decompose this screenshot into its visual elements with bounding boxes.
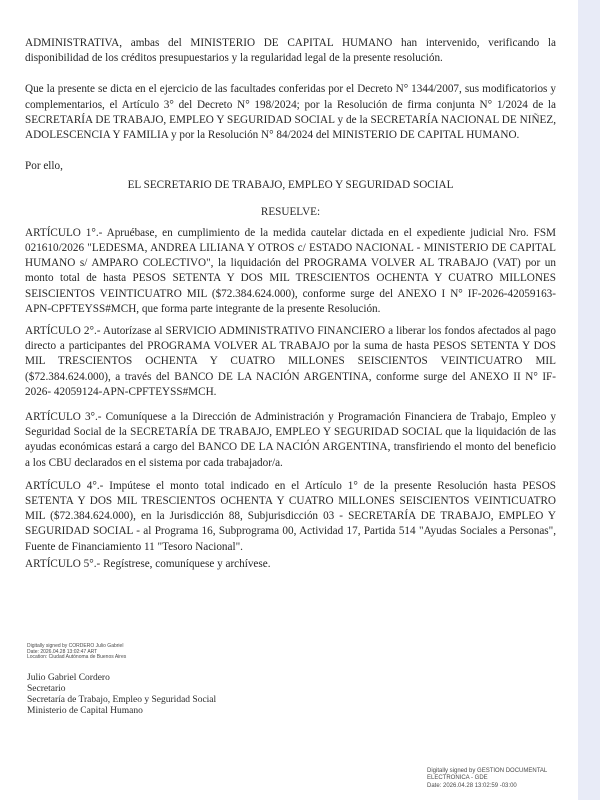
por-ello-line: Por ello, [25,160,63,173]
signature-stamp-gde [427,768,547,790]
stamp-location: Location: Ciudad Autónoma de Buenos Aires [27,654,127,660]
signer-org-ministerio: Ministerio de Capital Humano [27,705,143,716]
article-5: ARTÍCULO 5°.- Regístrese, comuníquese y archívese. [25,557,271,570]
gde-stamp-signed-by: Digitally signed by GESTION DOCUMENTAL [427,768,548,774]
article-3: ARTÍCULO 3°.- Comuníquese a la Dirección de Administración y Programación Financiera de Trabajo, Empleo y Seguridad Social de la SECRETARÍA DE TRABAJO, EMPLEO Y SEGURIDAD SOCIAL que la liquidación de las ayudas económicas estará a cargo del BANCO DE LA NACIÓN ARGENTINA, transfiriendo el monto del beneficio a los CBU declarados en el sistema por cada trabajador/a. [25,411,556,469]
stamp-signed-by: Digitally signed by CORDERO Julio Gabriel [27,643,124,649]
heading-resuelve: RESUELVE: [260,205,321,218]
paragraph-facultades: Que la presente se dicta en el ejercicio de las facultades conferidas por el Decreto N° 1344/2007, sus modificatorios y complementarios, el Artículo 3° del Decreto N° 198/2024; por la Resolución de firma conjunta N° 1/2024 de la SECRETARÍA DE TRABAJO, EMPLEO Y SEGURIDAD SOCIAL y de la SECRETARÍA NACIONAL DE NIÑEZ, ADOLESCENCIA Y FAMILIA y por la Resolución N° 84/2024 del MINISTERIO DE CAPITAL HUMANO. [25,83,556,142]
heading-secretario: EL SECRETARIO DE TRABAJO, EMPLEO Y SEGURIDAD SOCIAL [127,179,454,192]
viewer-edge-strip [578,0,600,800]
paragraph-administrativa: ADMINISTRATIVA, ambas del MINISTERIO DE CAPITAL HUMANO han intervenido, verificando la disponibilidad de los créditos presupuestarios y la regularidad legal de la presente resolución. [25,37,556,65]
article-2: ARTÍCULO 2°.- Autorízase al SERVICIO ADMINISTRATIVO FINANCIERO a liberar los fondos afectados al pago directo a participantes del PROGRAMA VOLVER AL TRABAJO por la suma de hasta PESOS SETENTA Y DOS MIL TRESCIENTOS OCHENTA Y CUATRO MILLONES SEISCIENTOS VEINTICUATRO MIL ($72.384.624.000), a través del BANCO DE LA NACIÓN ARGENTINA, conforme surge del ANEXO II N° IF-2026- 42059124-APN-CPFTEYSS#MCH. [25,325,556,398]
signature-stamp-cordero [27,644,216,661]
signer-name: Julio Gabriel Cordero [27,672,110,683]
stamp-date: Date: 2026.04.28 13:02:47 ART [27,648,98,655]
article-1: ARTÍCULO 1°.- Apruébase, en cumplimiento de la medida cautelar dictada en el expediente judicial Nro. FSM 021610/2026 "LEDESMA, ANDREA LILIANA Y OTROS c/ ESTADO NACIONAL - MINISTERIO DE CAPITAL HUMANO s/ AMPARO COLECTIVO", la liquidación del PROGRAMA VOLVER AL TRABAJO (VAT) por un monto total de hasta PESOS SETENTA Y DOS MIL TRESCIENTOS OCHENTA Y CUATRO MILLONES SEISCIENTOS VEINTICUATRO MIL ($72.384.624.000), conforme surge del ANEXO I N° IF-2026-42059163-APN-CPFTEYSS#MCH, que forma parte integrante de la presente Resolución. [25,226,556,315]
gde-stamp-date: Date: 2026.04.28 13:02:59 -03:00 [427,782,517,789]
gde-stamp-org: ELECTRONICA - GDE [427,775,488,782]
signer-details [27,673,216,717]
article-4: ARTÍCULO 4°.- Impútese el monto total indicado en el Artículo 1° de la presente Resolución hasta PESOS SETENTA Y DOS MIL TRESCIENTOS OCHENTA Y CUATRO MILLONES SEISCIENTOS VEINTICUATRO MIL ($72.384.624.000), en la Jurisdicción 88, Subjurisdicción 03 - SECRETARÍA DE TRABAJO, EMPLEO Y SEGURIDAD SOCIAL - al Programa 16, Subprograma 00, Actividad 17, Partida 514 "Ayudas Sociales a Personas", Fuente de Financiamiento 11 "Tesoro Nacional". [25,479,556,553]
signer-title: Secretario [27,683,66,694]
signer-org-secretaria: Secretaría de Trabajo, Empleo y Seguridad Social [27,694,217,705]
document-page [25,36,556,572]
signature-block [27,644,216,717]
